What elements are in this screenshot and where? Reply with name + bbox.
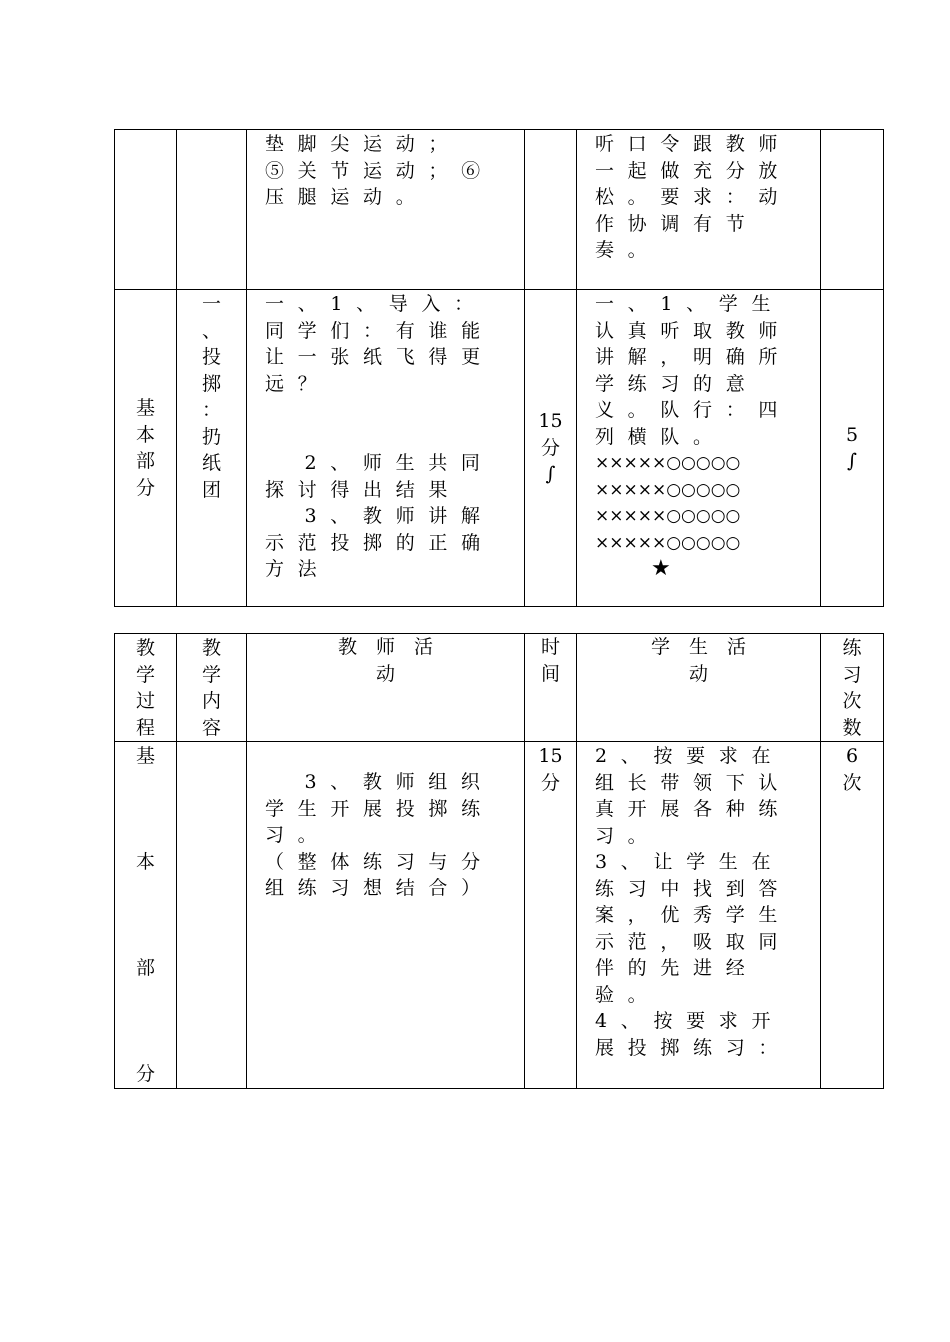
formation-row: ×××××○○○○○ (595, 506, 741, 526)
header-process: 教 学 过 程 (115, 634, 177, 742)
text-line: 学生开展投掷练 (265, 797, 494, 820)
text-line: 松。要求：动 (595, 186, 792, 208)
text-line: 伴的先进经 (595, 957, 759, 979)
time-cell (525, 290, 577, 607)
text-line: 示范投掷的正确 (265, 531, 494, 554)
table-row (115, 742, 884, 1089)
text-line: 真开展各种练 (595, 798, 792, 820)
teacher-activity-cell (247, 130, 525, 290)
student-activity-cell (577, 130, 821, 290)
lesson-table-continued (114, 129, 884, 607)
text-line: 3、让学生在 (595, 851, 785, 873)
text-line: （整体练习与分 (265, 850, 494, 873)
text-line: 3、教师讲解 (265, 505, 494, 527)
process-label: 基 本 部 分 (135, 397, 155, 499)
teacher-activity-cell (247, 290, 525, 607)
text-line: 让一张纸飞得更 (265, 346, 494, 368)
table-row (115, 130, 884, 290)
text-line: 案，优秀学生 (595, 904, 792, 926)
formation-row: ×××××○○○○○ (595, 532, 741, 553)
time-cell (525, 130, 577, 290)
text-line: 学练习的意 (595, 372, 759, 395)
content-cell (177, 742, 247, 1089)
content-cell (177, 290, 247, 607)
text-line: 讲解，明确所 (595, 346, 792, 368)
text-line: 义。队行：四 (595, 399, 792, 421)
text-line: 一、1、学生 (595, 293, 785, 315)
text-line: 探讨得出结果 (265, 478, 462, 501)
text-line: 练习中找到答 (595, 877, 792, 900)
count-value: 6 次 (842, 745, 862, 794)
text-line: 2、按要求在 (595, 745, 785, 767)
text-line: 习。 (595, 824, 661, 847)
header-time: 时 间 (525, 634, 577, 742)
content-cell (177, 130, 247, 290)
table-row (115, 290, 884, 607)
text-line: 组练习想结合） (265, 877, 494, 899)
text-line: ⑤关节运动；⑥ (265, 159, 494, 182)
count-cell (821, 742, 884, 1089)
text-line: 远？ (265, 372, 331, 395)
text-line: 垫脚尖运动； (265, 133, 462, 155)
text-line: 验。 (595, 983, 661, 1006)
header-count: 练 习 次 数 (821, 634, 884, 742)
process-cell (115, 290, 177, 607)
header-teacher-activity: 教 师 活 动 (247, 634, 525, 742)
header-content: 教 学 内 容 (177, 634, 247, 742)
table-header-row (115, 634, 884, 742)
student-activity-cell (577, 742, 821, 1089)
header-student-activity: 学 生 活 动 (577, 634, 821, 742)
process-cell (115, 130, 177, 290)
count-cell (821, 290, 884, 607)
teacher-activity-cell (247, 742, 525, 1089)
lesson-table (114, 633, 884, 1089)
content-label: 一 、 投 掷 ： 扔 纸 团 (201, 293, 221, 501)
count-cell (821, 130, 884, 290)
text-line: 一起做充分放 (595, 159, 792, 182)
text-line: 奏。 (595, 239, 661, 261)
process-cell (115, 742, 177, 1089)
text-line: 4、按要求开 (595, 1010, 785, 1032)
text-line: 习。 (265, 824, 331, 846)
text-line: 示范，吸取同 (595, 930, 792, 953)
text-line: 3、教师组织 (265, 771, 494, 793)
process-label: 基 本 部 分 (135, 745, 155, 1085)
teacher-star-icon: ★ (651, 556, 671, 581)
text-line: 列横队。 (595, 425, 726, 448)
text-line: 听口令跟教师 (595, 133, 792, 155)
text-line: 组长带领下认 (595, 771, 792, 794)
text-line: 方法 (265, 558, 331, 580)
text-line: 同学们：有谁能 (265, 319, 494, 342)
student-activity-cell (577, 290, 821, 607)
text-line: 一、1、导入： (265, 293, 487, 315)
text-line: 展投掷练习： (595, 1036, 792, 1059)
text-line: 认真听取教师 (595, 319, 792, 342)
text-line: 作协调有节 (595, 212, 759, 235)
formation-row: ×××××○○○○○ (595, 479, 741, 500)
time-cell (525, 742, 577, 1089)
time-value: 15 分 ∫ (538, 410, 563, 486)
text-line: 压腿运动。 (265, 186, 429, 208)
time-value: 15 分 (538, 745, 563, 794)
text-line: 2、师生共同 (265, 452, 494, 474)
formation-row: ×××××○○○○○ (595, 453, 741, 473)
count-value: 5 ∫ (845, 423, 859, 472)
